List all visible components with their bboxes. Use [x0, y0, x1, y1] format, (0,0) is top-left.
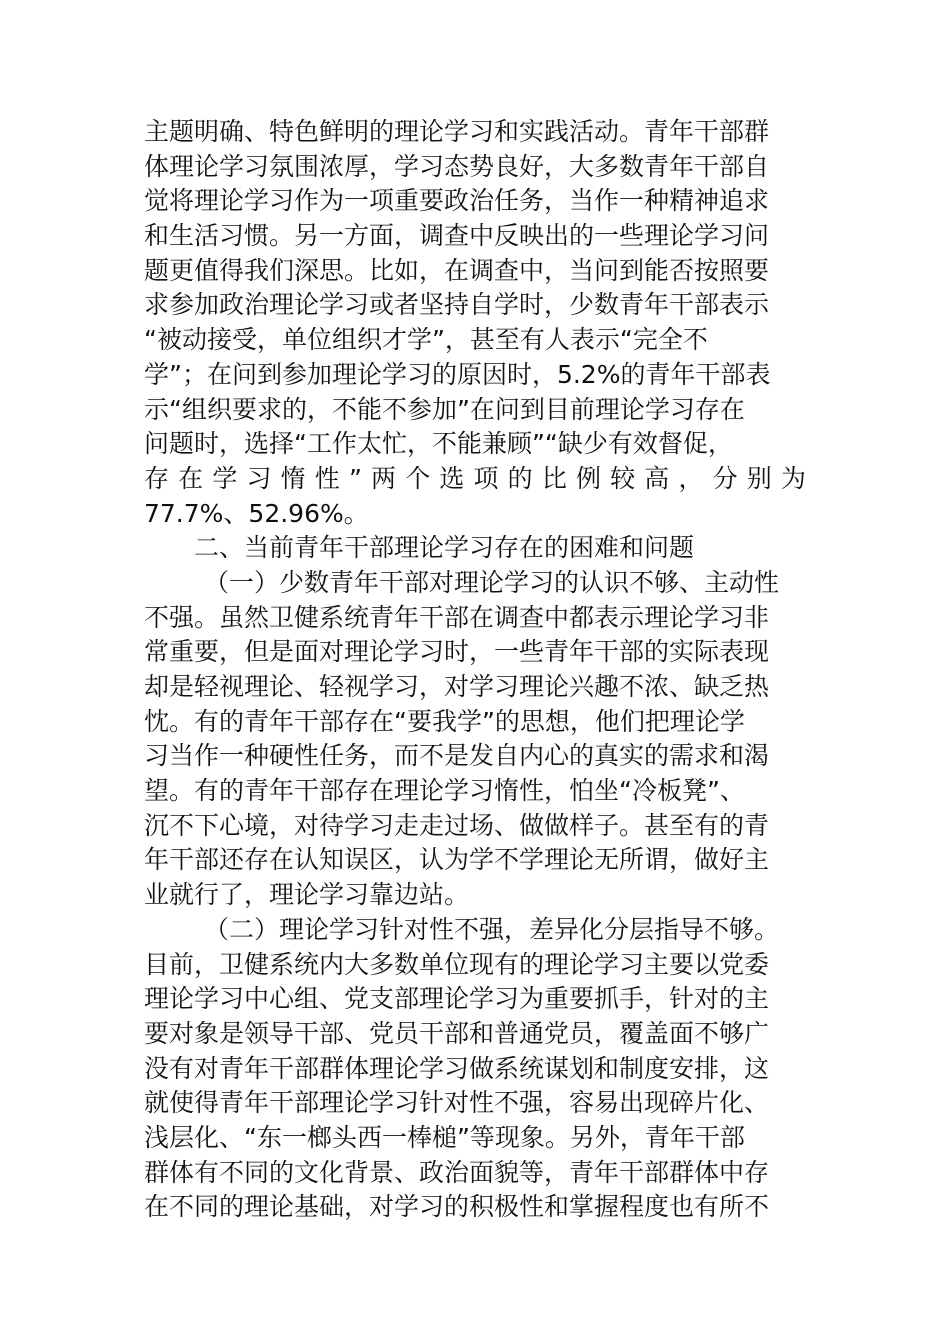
justified-char: 例 — [575, 463, 601, 493]
justified-char: 惰 — [280, 463, 306, 493]
justified-char: 为 — [780, 463, 806, 493]
justified-char: 在 — [178, 463, 204, 493]
text-line: 忱。有的青年干部存在“要我学”的思想，他们把理论学 — [144, 706, 745, 736]
text-line: 77.7%、52.96%。 — [144, 498, 369, 528]
text-line: “被动接受，单位组织才学”，甚至有人表示“完全不 — [144, 325, 708, 355]
text-line: 群体有不同的文化背景、政治面貌等，青年干部群体中存 — [144, 1157, 770, 1187]
text-line: 就使得青年干部理论学习针对性不强，容易出现碎片化、 — [144, 1088, 770, 1118]
text-line: 浅层化、“东一榔头西一棒槌”等现象。另外，青年干部 — [144, 1122, 745, 1152]
justified-char: 两 — [371, 463, 397, 493]
text-line: 习当作一种硬性任务，而不是发自内心的真实的需求和渴 — [144, 741, 770, 771]
justified-char: 比 — [541, 463, 567, 493]
text-line: 和生活习惯。另一方面，调查中反映出的一些理论学习问 — [144, 221, 770, 251]
text-line: 觉将理论学习作为一项重要政治任务，当作一种精神追求 — [144, 186, 770, 216]
justified-char: ” — [348, 463, 362, 493]
text-line: 求参加政治理论学习或者坚持自学时，少数青年干部表示 — [144, 290, 770, 320]
text-line: 要对象是领导干部、党员干部和普通党员，覆盖面不够广 — [144, 1018, 770, 1048]
subsection-heading: （二）理论学习针对性不强，差异化分层指导不够。 — [204, 914, 780, 944]
text-line: 在不同的理论基础，对学习的积极性和掌握程度也有所不 — [144, 1192, 770, 1222]
text-line: 年干部还存在认知误区，认为学不学理论无所谓，做好主 — [144, 845, 770, 875]
justified-char: 性 — [314, 463, 340, 493]
justified-char: 习 — [246, 463, 272, 493]
justified-char: 存 — [144, 463, 170, 493]
justified-char: 学 — [212, 463, 238, 493]
text-line: 没有对青年干部群体理论学习做系统谋划和制度安排，这 — [144, 1053, 770, 1083]
text-line: 望。有的青年干部存在理论学习惰性，怕坐“冷板凳”、 — [144, 776, 745, 806]
text-line: 问题时，选择“工作太忙，不能兼顾”“缺少有效督促， — [144, 429, 733, 459]
justified-char: 较 — [610, 463, 636, 493]
text-line: 题更值得我们深思。比如，在调查中，当问到能否按照要 — [144, 255, 770, 285]
text-line: 主题明确、特色鲜明的理论学习和实践活动。青年干部群 — [144, 117, 770, 146]
justified-char: 分 — [712, 463, 738, 493]
text-line: 却是轻视理论、轻视学习，对学习理论兴趣不浓、缺乏热 — [144, 672, 770, 701]
justified-char: ， — [678, 463, 704, 493]
text-line: 学”；在问到参加理论学习的原因时，5.2%的青年干部表 — [144, 359, 771, 389]
text-line: 示“组织要求的，不能不参加”在问到目前理论学习存在 — [144, 394, 745, 424]
text-line: 沉不下心境，对待学习走走过场、做做样子。甚至有的青 — [144, 810, 770, 840]
justified-char: 别 — [746, 463, 772, 493]
justified-char: 高 — [644, 463, 670, 493]
text-line: 业就行了，理论学习靠边站。 — [144, 880, 470, 910]
section-heading: 二、当前青年干部理论学习存在的困难和问题 — [194, 533, 695, 563]
justified-char: 选 — [439, 463, 465, 493]
justified-char: 项 — [473, 463, 499, 493]
text-line-justified — [144, 462, 806, 497]
justified-char: 的 — [507, 463, 533, 493]
text-line: 理论学习中心组、党支部理论学习为重要抓手，针对的主 — [144, 984, 770, 1014]
justified-char: 个 — [405, 463, 431, 493]
text-line: 不强。虽然卫健系统青年干部在调查中都表示理论学习非 — [144, 602, 770, 632]
body-text — [144, 115, 806, 1225]
text-line: 常重要，但是面对理论学习时，一些青年干部的实际表现 — [144, 637, 770, 667]
text-line: 体理论学习氛围浓厚，学习态势良好，大多数青年干部自 — [144, 151, 770, 181]
subsection-heading: （一）少数青年干部对理论学习的认识不够、主动性 — [204, 567, 780, 597]
text-line: 目前，卫健系统内大多数单位现有的理论学习主要以党委 — [144, 949, 770, 979]
